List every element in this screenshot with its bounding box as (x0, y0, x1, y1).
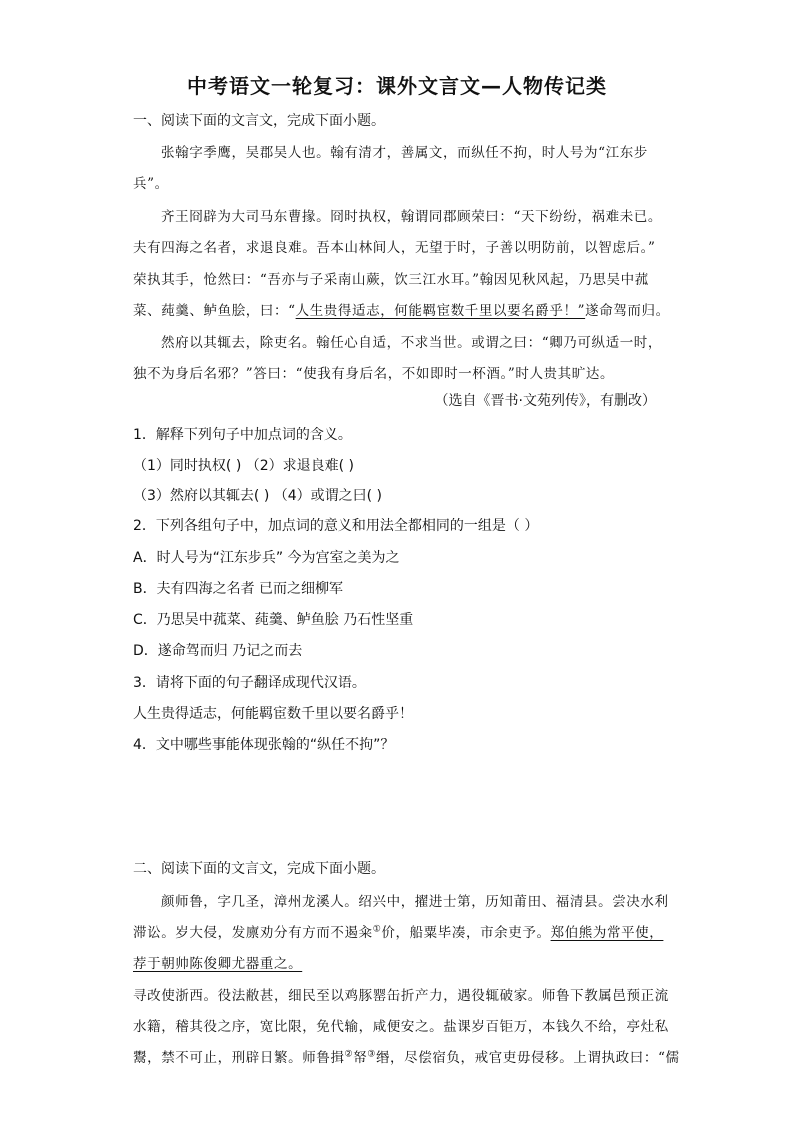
passage1-line: 张翰字季鹰，吴郡吴人也。翰有清才，善属文，而纵任不拘，时人号为“江东步 (161, 145, 648, 161)
question-1: 1．解释下列句子中加点词的含义。 (133, 427, 352, 443)
passage1-text: 菜、莼羹、鲈鱼脍，曰：“ (133, 303, 296, 319)
passage1-line: 然府以其辄去，除吏名。翰任心自适，不求当世。或谓之曰：“卿乃可纵适一时， (161, 335, 663, 351)
passage2-text: 缗，尽偿宿负，戒官吏毋侵移。上谓执政曰：“儒 (375, 1050, 680, 1066)
option-c: C．乃思吴中菰菜、莼羹、鲈鱼脍 乃石性坚重 (133, 612, 414, 628)
passage1-line: 独不为身后名邪？”答曰：“使我有身后名，不如即时一杯酒。”时人贵其旷达。 (133, 366, 615, 382)
underlined-sentence: 人生贵得适志，何能羁宦数千里以要名爵乎！” (295, 303, 586, 319)
question-3: 3．请将下面的句子翻译成现代汉语。 (133, 675, 366, 691)
passage2-text: 价，船粟毕凑，市余吏予。 (381, 925, 551, 941)
footnote-marker: ③ (367, 1049, 376, 1060)
question-1-row: （1）同时执权( ) （2）求退良难( ) (133, 458, 355, 474)
passage1-line: 齐王冏辟为大司马东曹掾。冏时执权，翰谓同郡顾荣曰：“天下纷纷，祸难未已。 (161, 209, 663, 225)
translation-sentence: 人生贵得适志，何能羁宦数千里以要名爵乎！ (133, 706, 413, 722)
passage2-text: 滞讼。岁大侵，发廪劝分有方而不遏籴 (133, 925, 373, 941)
passage1-line (133, 299, 670, 319)
passage2-line (133, 921, 663, 941)
option-a: A．时人号为“江东步兵” 今为宫室之美为之 (133, 550, 400, 566)
passage1-line: 兵”。 (133, 176, 169, 192)
footnote-marker: ② (344, 1049, 354, 1060)
question-4: 4．文中哪些事能体现张翰的“纵任不拘”？ (133, 737, 395, 753)
section2-heading: 二、阅读下面的文言文，完成下面小题。 (133, 861, 385, 877)
passage1-line: 荣执其手，怆然曰：“吾亦与子采南山蕨，饮三江水耳。”翰因见秋风起，乃思吴中菰 (133, 272, 649, 288)
option-d: D．遂命驾而归 乃记之而去 (133, 643, 303, 659)
page-title: 中考语文一轮复习：课外文言文—人物传记类 (187, 74, 607, 98)
passage2-text: 鬻，禁不可止，刑辟日繁。师鲁揖 (133, 1050, 345, 1066)
option-b: B．夫有四海之名者 已而之细柳军 (133, 581, 344, 597)
question-2: 2．下列各组句子中，加点词的意义和用法全都相同的一组是（ ） (133, 518, 539, 534)
underlined-sentence: 郑伯熊为常平使， (550, 925, 664, 941)
section1-heading: 一、阅读下面的文言文，完成下面小题。 (133, 113, 385, 129)
passage1-text: 遂命驾而归。 (585, 303, 670, 319)
passage2-text: 帑 (353, 1050, 368, 1066)
underlined-sentence: 荐于朝帅陈俊卿尤器重之。 (133, 956, 303, 972)
passage2-line (133, 1046, 680, 1066)
passage2-line: 寻改使浙西。役法敝甚，细民至以鸡豚罂缶折产力，遇役辄破家。师鲁下教属邑预正流 (133, 988, 669, 1004)
question-1-row: （3）然府以其辄去( ) （4）或谓之曰( ) (133, 488, 383, 504)
passage1-line: 夫有四海之名者，求退良难。吾本山林间人，无望于时，子善以明防前，以智虑后。” (133, 240, 656, 256)
footnote-marker: ① (372, 924, 382, 935)
passage2-line (133, 952, 302, 972)
passage2-line: 颜师鲁，字几圣，漳州龙溪人。绍兴中，擢进士第，历知莆田、福清县。尝决水利 (161, 894, 669, 910)
source-citation: （选自《晋书·文苑列传》，有删改） (434, 393, 656, 409)
passage2-line: 水籍，稽其役之序，宽比限，免代输，咸便安之。盐课岁百钜万，本钱久不给，亭灶私 (133, 1019, 669, 1035)
